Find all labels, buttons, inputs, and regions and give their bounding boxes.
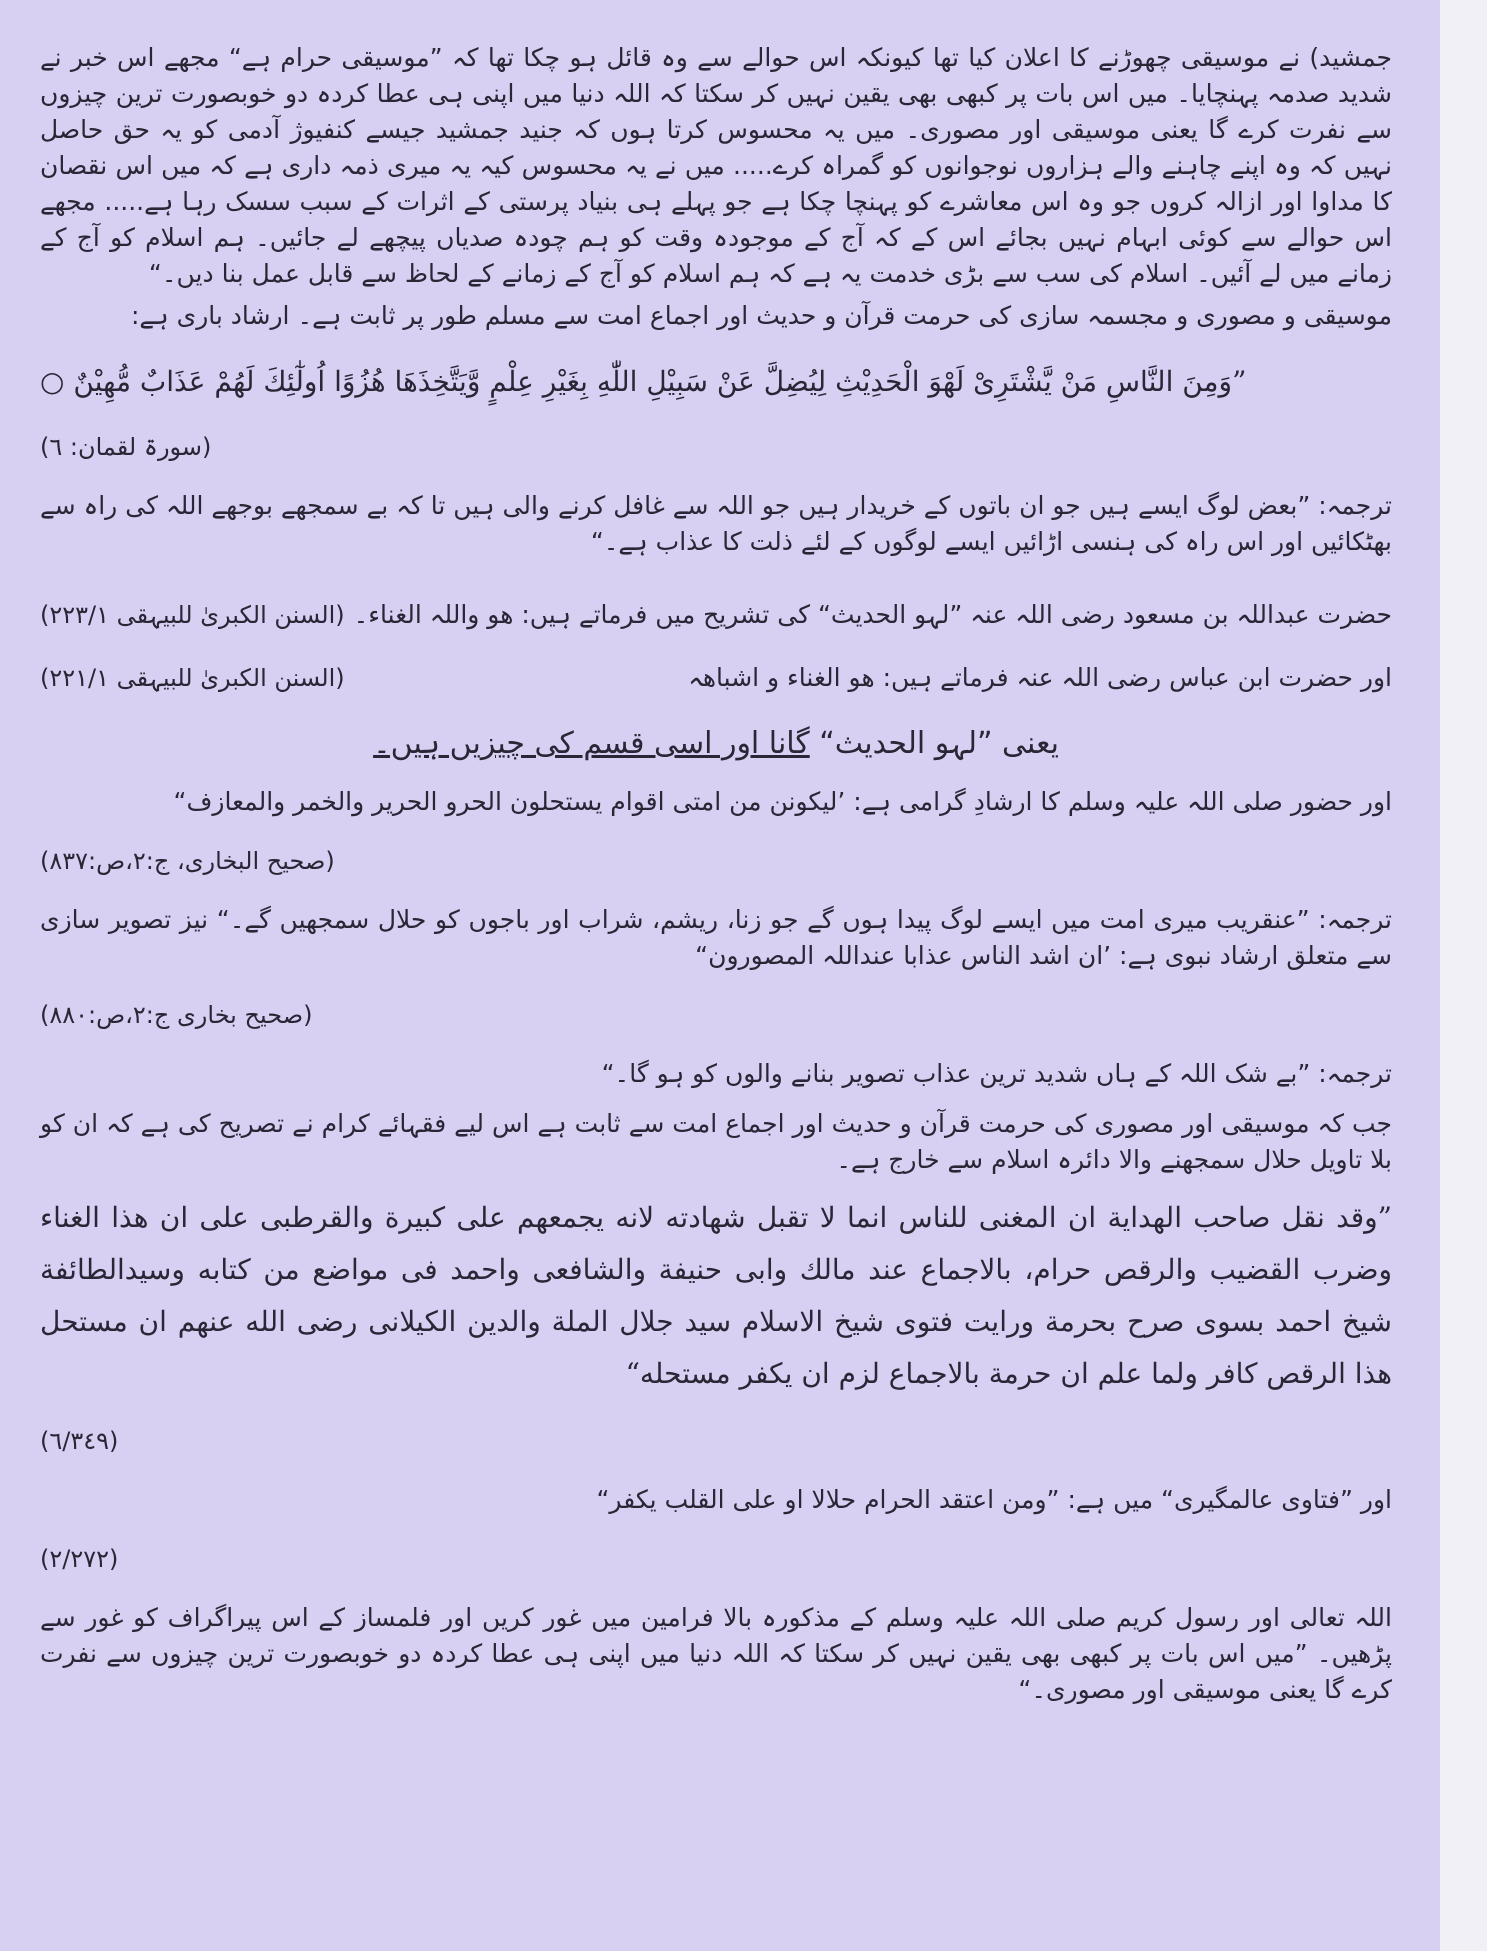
arabic-fatwa-reference: (٦/٣٤٩) bbox=[40, 1427, 119, 1455]
arabic-fatwa-quote: ”وقد نقل صاحب الهداية ان المغنى للناس انما لا تقبل شهادته لانه يجمعهم على كبيرة والقرطبى على ان هذا الغناء وضرب القضيب والرقص حرام، بالاجماع عند مالك وابى حنيفة والشافعى واحمد فى مواضع من كتابه وسيدالطائفة شيخ احمد بسوى صرح بحرمة ورايت فتوى شيخ الاسلام سيد جلال الملة والدين الكيلانى رضى الله عنهم ان مستحل هذا الرقص كافر ولما علم ان حرمة بالاجماع لزم ان يكفر مستحله“ bbox=[40, 1201, 1392, 1390]
heading-underlined: گانا اور اسی قسم کی چیزیں ہیں۔ bbox=[373, 726, 810, 761]
translation-picture-makers: ترجمہ: ”بے شک اللہ کے ہاں شدید ترین عذاب تصویر بنانے والوں کو ہو گا۔“ bbox=[601, 1059, 1392, 1088]
hadith-ibn-masud-reference: (السنن الکبریٰ للبیہقی ۲۲۳/۱) bbox=[40, 601, 345, 629]
hadith-ibn-masud: حضرت عبداللہ بن مسعود رضی اللہ عنہ ”لہو الحدیث“ کی تشریح میں فرماتے ہیں: ھو واللہ الغناء۔ bbox=[353, 600, 1392, 629]
translation-hadith-reference: (صحیح بخاری ج:۲،ص:۸۸۰) bbox=[40, 1001, 313, 1029]
paragraph-prohibition: موسیقی و مصوری و مجسمہ سازی کی حرمت قرآن و حدیث اور اجماع امت سے مسلم طور پر ثابت ہے۔ ارشاد باری ہے: bbox=[130, 301, 1392, 330]
heading-prefix: یعنی ”لہو الحدیث“ bbox=[819, 726, 1059, 761]
hadith-ibn-abbas-reference: (السنن الکبریٰ للبیہقی ۲۲۱/۱) bbox=[40, 664, 345, 692]
hadith-prophet: اور حضور صلی اللہ علیہ وسلم کا ارشادِ گرامی ہے: ’لیکونن من امتی اقوام یستحلون الحرو الحریر والخمر والمعازف“ bbox=[173, 787, 1392, 816]
paragraph-closing: اللہ تعالی اور رسول کریم صلی اللہ علیہ وسلم کے مذکورہ بالا فرامین میں غور کریں اور فلمساز کے اس پیراگراف کو غور سے پڑھیں۔ ”میں اس بات پر کبھی بھی یقین نہیں کر سکتا کہ اللہ دنیا میں اپنی ہی عطا کردہ دو خوبصورت ترین چیزوں سے نفرت کرے گا یعنی موسیقی اور مصوری۔“ bbox=[40, 1603, 1392, 1704]
hadith-ibn-abbas-row bbox=[40, 637, 1392, 700]
fatawa-alamgiri-reference: (٢/٢٧٢) bbox=[40, 1545, 119, 1573]
paragraph-jurists: جب کہ موسیقی اور مصوری کی حرمت قرآن و حدیث اور اجماع امت سے ثابت ہے اس لیے فقہائے کرام نے تصریح کی ہے کہ ان کو بلا تاویل حلال سمجھنے والا دائرہ اسلام سے خارج ہے۔ bbox=[40, 1109, 1392, 1174]
quran-verse-reference: (سورۃ لقمان: ٦) bbox=[40, 433, 212, 461]
section-heading bbox=[40, 722, 1392, 766]
fatawa-alamgiri: اور ”فتاوی عالمگیری“ میں ہے: ”ومن اعتقد الحرام حلالا او على القلب يكفر“ bbox=[596, 1485, 1392, 1514]
paragraph-opening: جمشید) نے موسیقی چھوڑنے کا اعلان کیا تھا کیونکہ اس حوالے سے وہ قائل ہو چکا تھا کہ ”موسیقی حرام ہے“ مجھے اس خبر نے شدید صدمہ پہنچایا۔ میں اس بات پر کبھی بھی یقین نہیں کر سکتا کہ اللہ دنیا میں اپنی ہی عطا کردہ دو خوبصورت ترین چیزوں سے نفرت کرے گا یعنی موسیقی اور مصوری۔ میں یہ محسوس کرتا ہوں کہ جنید جمشید جیسے کنفیوژ آدمی کو یہ حق حاصل نہیں کہ وہ اپنے چاہنے والے ہزاروں نوجوانوں کو گمراہ کرے..... میں نے یہ محسوس کیہ یہ میری ذمہ داری ہے کہ میں اس نقصان کا مداوا اور ازالہ کروں جو وہ اس معاشرے کو پہنچا چکا ہے جو پہلے ہی بنیاد پرستی کے اثرات کے سبب سسک رہا ہے..... مجھے اس حوالے سے کوئی ابہام نہیں بجائے اس کے کہ آج کے موجودہ وقت کو ہم چودہ صدیاں پیچھے لے جائیں۔ ہم اسلام کو آج کے زمانے میں لے آئیں۔ اسلام کی سب سے بڑی خدمت یہ ہے کہ ہم اسلام کو آج کے زمانے کے لحاظ سے قابل عمل بنا دیں۔“ bbox=[40, 43, 1392, 288]
quran-verse: ”وَمِنَ النَّاسِ مَنْ يَّشْتَرِىْ لَهْوَ الْحَدِيْثِ لِيُضِلَّ عَنْ سَبِيْلِ اللّٰهِ بِغَيْرِ عِلْمٍ وَّيَتَّخِذَهَا هُزُوًا اُولٰٓئِكَ لَهُمْ عَذَابٌ مُّهِيْنٌ ○ bbox=[40, 365, 1247, 398]
hadith-ibn-masud-row bbox=[40, 574, 1392, 637]
hadith-ibn-abbas: اور حضرت ابن عباس رضی اللہ عنہ فرماتے ہیں: ھو الغناء و اشباھہ bbox=[688, 663, 1392, 692]
hadith-prophet-reference: (صحیح البخاری، ج:۲،ص:۸۳۷) bbox=[40, 847, 335, 875]
scan-margin bbox=[1440, 0, 1487, 1951]
translation-verse: ترجمہ: ”بعض لوگ ایسے ہیں جو ان باتوں کے خریدار ہیں جو اللہ سے غافل کرنے والی ہیں تا کہ بے سمجھے بوجھے اللہ کی راہ سے بھٹکائیں اور اس راہ کی ہنسی اڑائیں ایسے لوگوں کے لئے ذلت کا عذاب ہے۔“ bbox=[40, 491, 1392, 556]
translation-hadith: ترجمہ: ”عنقریب میری امت میں ایسے لوگ پیدا ہوں گے جو زنا، ریشم، شراب اور باجوں کو حلال سمجھیں گے۔“ نیز تصویر سازی سے متعلق ارشاد نبوی ہے: ’ان اشد الناس عذابا عنداللہ المصورون“ bbox=[40, 905, 1392, 970]
